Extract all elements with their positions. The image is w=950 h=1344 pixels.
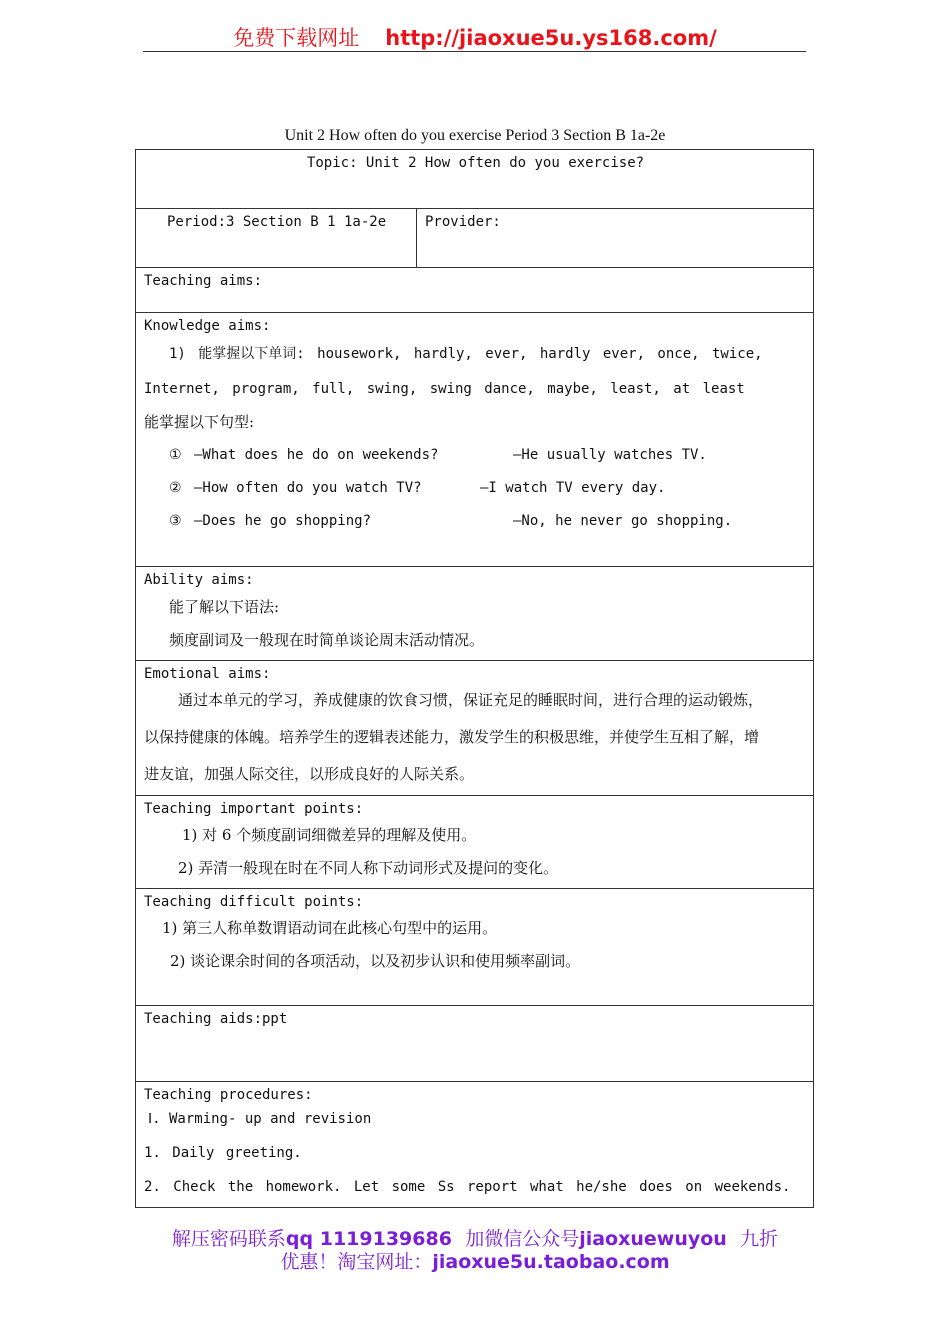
ability-line-1: 能了解以下语法: — [169, 598, 280, 616]
knowledge-line-3: 能掌握以下句型: — [144, 413, 255, 431]
knowledge-line-2: Internet, program, full, swing, swing dance, maybe, least, at least — [144, 381, 745, 397]
topic: Topic: Unit 2 How often do you exercise? — [306, 155, 645, 171]
footer-text-c: 加微信公众号 — [465, 1228, 580, 1250]
footer-text-a: 解压密码联系 — [171, 1228, 286, 1250]
provider: Provider: — [425, 214, 501, 230]
footer-taobao[interactable]: jiaoxue5u.taobao.com — [432, 1251, 670, 1273]
sentence-2-q: —How often do you watch TV? — [194, 480, 422, 496]
knowledge-line-1: 1) 能掌握以下单词: housework, hardly, ever, hardly ever, once, twice, — [169, 346, 763, 362]
sentence-1-q: —What does he do on weekends? — [194, 447, 439, 463]
difficult-line-1: 1) 第三人称单数谓语动词在此核心句型中的运用。 — [162, 919, 498, 937]
footer-banner — [0, 1228, 950, 1274]
sentence-3-num: ③ — [169, 513, 182, 529]
knowledge-row — [135, 312, 814, 566]
procedures-row — [135, 1081, 814, 1208]
header-label: 免费下载网址 — [233, 26, 360, 50]
footer-qq: qq 1119139686 — [285, 1228, 452, 1250]
sentence-3-a: —No, he never go shopping. — [513, 513, 733, 529]
sentence-2-a: —I watch TV every day. — [480, 480, 666, 496]
procedures-label: Teaching procedures: — [144, 1087, 313, 1103]
procedures-line-1: Ⅰ. Warming- up and revision — [148, 1111, 372, 1127]
sentence-1-num: ① — [169, 447, 182, 463]
sentence-3-q: —Does he go shopping? — [194, 513, 372, 529]
procedures-line-2: 1. Daily greeting. — [144, 1145, 302, 1161]
period: Period:3 Section B 1 1a-2e — [167, 214, 387, 230]
knowledge-label: Knowledge aims: — [144, 318, 271, 334]
aids-row — [135, 1005, 814, 1081]
teaching-aims-label: Teaching aims: — [144, 273, 263, 289]
aids-label: Teaching aids:ppt — [144, 1011, 288, 1027]
sentence-2-num: ② — [169, 480, 182, 496]
header-url[interactable]: http://jiaoxue5u.ys168.com/ — [385, 26, 717, 50]
difficult-label: Teaching difficult points: — [144, 894, 364, 910]
aims-row — [135, 267, 814, 312]
period-row — [135, 208, 814, 267]
emotional-line-2: 以保持健康的体魄。培养学生的逻辑表述能力，激发学生的积极思维，并使学生互相了解，增 — [144, 728, 760, 746]
emotional-line-3: 进友谊，加强人际交往，以形成良好的人际关系。 — [144, 765, 475, 783]
important-label: Teaching important points: — [144, 801, 364, 817]
emotional-label: Emotional aims: — [144, 666, 271, 682]
procedures-line-3: 2. Check the homework. Let some Ss report what he/she does on weekends. — [144, 1179, 791, 1195]
doc-title: Unit 2 How often do you exercise Period 3 Section B 1a-2e — [284, 127, 666, 144]
emotional-line-1: 通过本单元的学习，养成健康的饮食习惯，保证充足的睡眠时间，进行合理的运动锻炼， — [178, 691, 764, 709]
important-line-1: 1) 对 6 个频度副词细微差异的理解及使用。 — [182, 826, 477, 844]
important-row — [135, 795, 814, 888]
footer-text-f: 优惠！淘宝网址： — [280, 1251, 433, 1273]
sentence-1-a: —He usually watches TV. — [513, 447, 707, 463]
footer-text-e: 九折 — [740, 1228, 779, 1250]
topic-row — [135, 149, 814, 208]
ability-line-2: 频度副词及一般现在时简单谈论周末活动情况。 — [169, 631, 485, 649]
ability-label: Ability aims: — [144, 572, 254, 588]
header-banner — [0, 22, 950, 52]
difficult-row — [135, 888, 814, 1005]
ability-row — [135, 566, 814, 660]
emotional-row — [135, 660, 814, 795]
footer-wechat: jiaoxuewuyou — [579, 1228, 727, 1250]
important-line-2: 2) 弄清一般现在时在不同人称下动词形式及提问的变化。 — [178, 859, 559, 877]
difficult-line-2: 2) 谈论课余时间的各项活动，以及初步认识和使用频率副词。 — [170, 952, 581, 970]
header-rule — [143, 51, 806, 52]
